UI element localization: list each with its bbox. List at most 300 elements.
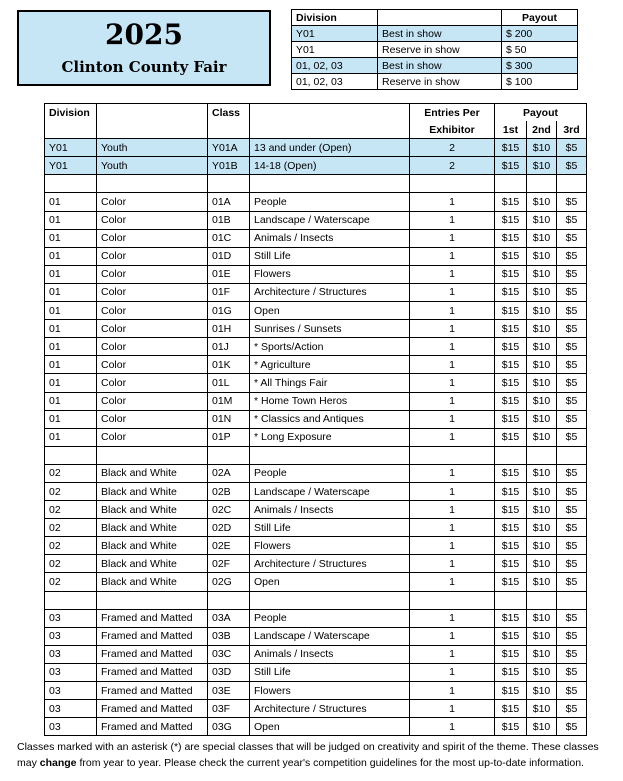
entries-cell: 1: [410, 229, 495, 247]
table-header-row-2: [45, 121, 587, 139]
class-name-cell: Architecture / Structures: [250, 555, 410, 573]
class-code-cell: 02F: [208, 555, 250, 573]
payout-2nd-cell: $10: [527, 464, 557, 482]
payout-1st-cell: $15: [495, 374, 527, 392]
payout-3rd-cell: $5: [557, 482, 587, 500]
division-cell: 01: [45, 320, 97, 338]
special-payout-row: [292, 74, 578, 90]
category-cell: Color: [97, 211, 208, 229]
payout-2nd-cell: $10: [527, 356, 557, 374]
entries-cell: 1: [410, 645, 495, 663]
entries-cell: 1: [410, 573, 495, 591]
entries-cell: 1: [410, 374, 495, 392]
payout-3rd-cell: $5: [557, 229, 587, 247]
payout-1st-cell: $15: [495, 157, 527, 175]
class-name-cell: Flowers: [250, 265, 410, 283]
class-code-cell: 03D: [208, 663, 250, 681]
table-row: [45, 265, 587, 283]
category-cell: Color: [97, 338, 208, 356]
class-code-cell: 01N: [208, 410, 250, 428]
division-cell: 01: [45, 211, 97, 229]
payout-2nd-cell: $10: [527, 482, 557, 500]
division-cell: 01, 02, 03: [292, 58, 378, 74]
division-cell: 02: [45, 501, 97, 519]
payout-1st-cell: $15: [495, 283, 527, 301]
class-code-cell: 03A: [208, 609, 250, 627]
header-entries: Entries Per: [410, 104, 495, 122]
division-cell: Y01: [45, 157, 97, 175]
payout-2nd-cell: $10: [527, 211, 557, 229]
award-cell: Best in show: [378, 26, 502, 42]
payout-2nd-cell: $10: [527, 537, 557, 555]
header-division: Division: [45, 104, 97, 122]
header-payout: Payout: [495, 104, 587, 122]
special-payout-header: [292, 10, 578, 26]
payout-2nd-cell: $10: [527, 320, 557, 338]
payout-3rd-cell: $5: [557, 609, 587, 627]
payout-3rd-cell: $5: [557, 410, 587, 428]
table-row: [45, 392, 587, 410]
division-cell: Y01: [292, 26, 378, 42]
division-cell: 02: [45, 555, 97, 573]
payout-1st-cell: $15: [495, 609, 527, 627]
header-third: 3rd: [557, 121, 587, 139]
class-name-cell: Flowers: [250, 682, 410, 700]
entries-cell: 1: [410, 519, 495, 537]
payout-3rd-cell: $5: [557, 573, 587, 591]
table-row: [45, 229, 587, 247]
class-name-cell: Animals / Insects: [250, 501, 410, 519]
class-name-cell: Landscape / Waterscape: [250, 482, 410, 500]
payout-3rd-cell: $5: [557, 428, 587, 446]
payout-3rd-cell: $5: [557, 663, 587, 681]
entries-cell: 1: [410, 283, 495, 301]
payout-3rd-cell: $5: [557, 247, 587, 265]
payout-1st-cell: $15: [495, 645, 527, 663]
payout-cell: $ 100: [502, 74, 578, 90]
division-cell: 01: [45, 392, 97, 410]
table-row: [45, 374, 587, 392]
division-cell: 01: [45, 247, 97, 265]
table-row: [45, 193, 587, 211]
payout-3rd-cell: $5: [557, 302, 587, 320]
class-code-cell: 01L: [208, 374, 250, 392]
spacer-row: [45, 175, 587, 193]
payout-1st-cell: $15: [495, 718, 527, 736]
payout-1st-cell: $15: [495, 663, 527, 681]
division-cell: 03: [45, 609, 97, 627]
class-code-cell: 03G: [208, 718, 250, 736]
title-box: [17, 10, 271, 86]
division-cell: 01: [45, 338, 97, 356]
division-cell: 01: [45, 229, 97, 247]
entries-cell: 1: [410, 501, 495, 519]
entries-cell: 1: [410, 338, 495, 356]
payout-3rd-cell: $5: [557, 139, 587, 157]
table-row: [45, 482, 587, 500]
class-name-cell: Flowers: [250, 537, 410, 555]
payout-3rd-cell: $5: [557, 374, 587, 392]
payout-3rd-cell: $5: [557, 338, 587, 356]
payout-2nd-cell: $10: [527, 139, 557, 157]
table-row: [45, 428, 587, 446]
payout-3rd-cell: $5: [557, 718, 587, 736]
table-row: [45, 682, 587, 700]
special-payout-row: [292, 42, 578, 58]
table-row: [45, 211, 587, 229]
payout-1st-cell: $15: [495, 247, 527, 265]
class-name-cell: Landscape / Waterscape: [250, 211, 410, 229]
payout-cell: $ 50: [502, 42, 578, 58]
division-cell: 03: [45, 682, 97, 700]
payout-1st-cell: $15: [495, 265, 527, 283]
division-cell: 02: [45, 464, 97, 482]
category-cell: Youth: [97, 139, 208, 157]
footnote-text-2: from year to year. Please check the current year's competition guidelines for the most up-to-date information.: [76, 757, 584, 769]
table-row: [45, 139, 587, 157]
entries-cell: 1: [410, 356, 495, 374]
table-row: [45, 283, 587, 301]
class-name-cell: Animals / Insects: [250, 229, 410, 247]
table-row: [45, 464, 587, 482]
category-cell: Black and White: [97, 482, 208, 500]
class-name-cell: Landscape / Waterscape: [250, 627, 410, 645]
entries-cell: 1: [410, 555, 495, 573]
header-division: Division: [292, 10, 378, 26]
footnote-bold: change: [39, 757, 77, 769]
division-cell: 01, 02, 03: [292, 74, 378, 90]
payout-2nd-cell: $10: [527, 338, 557, 356]
payout-2nd-cell: $10: [527, 392, 557, 410]
entries-cell: 1: [410, 320, 495, 338]
payout-3rd-cell: $5: [557, 555, 587, 573]
payout-1st-cell: $15: [495, 410, 527, 428]
spacer-row: [45, 446, 587, 464]
class-code-cell: 01H: [208, 320, 250, 338]
class-name-cell: * Sports/Action: [250, 338, 410, 356]
class-code-cell: 01A: [208, 193, 250, 211]
payout-3rd-cell: $5: [557, 700, 587, 718]
division-cell: 03: [45, 718, 97, 736]
table-row: [45, 501, 587, 519]
category-cell: Color: [97, 374, 208, 392]
entries-cell: 1: [410, 482, 495, 500]
division-cell: 01: [45, 410, 97, 428]
class-code-cell: 01G: [208, 302, 250, 320]
class-name-cell: Still Life: [250, 663, 410, 681]
payout-3rd-cell: $5: [557, 283, 587, 301]
payout-2nd-cell: $10: [527, 410, 557, 428]
payout-1st-cell: $15: [495, 700, 527, 718]
payout-1st-cell: $15: [495, 519, 527, 537]
payout-3rd-cell: $5: [557, 157, 587, 175]
special-payout-row: [292, 58, 578, 74]
division-cell: 01: [45, 356, 97, 374]
payout-1st-cell: $15: [495, 464, 527, 482]
payout-cell: $ 300: [502, 58, 578, 74]
payout-1st-cell: $15: [495, 320, 527, 338]
class-code-cell: Y01B: [208, 157, 250, 175]
payout-3rd-cell: $5: [557, 627, 587, 645]
payout-1st-cell: $15: [495, 682, 527, 700]
entries-cell: 1: [410, 247, 495, 265]
table-row: [45, 247, 587, 265]
category-cell: Color: [97, 265, 208, 283]
entries-cell: 1: [410, 700, 495, 718]
award-cell: Best in show: [378, 58, 502, 74]
class-code-cell: 02B: [208, 482, 250, 500]
class-code-cell: 01P: [208, 428, 250, 446]
class-name-cell: * Agriculture: [250, 356, 410, 374]
class-code-cell: 03E: [208, 682, 250, 700]
category-cell: Framed and Matted: [97, 645, 208, 663]
payout-3rd-cell: $5: [557, 682, 587, 700]
header-first: 1st: [495, 121, 527, 139]
division-cell: 02: [45, 537, 97, 555]
category-cell: Color: [97, 356, 208, 374]
category-cell: Color: [97, 392, 208, 410]
table-row: [45, 609, 587, 627]
table-row: [45, 519, 587, 537]
table-row: [45, 645, 587, 663]
table-row: [45, 663, 587, 681]
class-name-cell: Still Life: [250, 247, 410, 265]
class-code-cell: 01D: [208, 247, 250, 265]
category-cell: Framed and Matted: [97, 718, 208, 736]
category-cell: Color: [97, 283, 208, 301]
payout-1st-cell: $15: [495, 627, 527, 645]
payout-2nd-cell: $10: [527, 157, 557, 175]
category-cell: Youth: [97, 157, 208, 175]
award-cell: Reserve in show: [378, 42, 502, 58]
payout-2nd-cell: $10: [527, 627, 557, 645]
category-cell: Framed and Matted: [97, 609, 208, 627]
payout-3rd-cell: $5: [557, 320, 587, 338]
payout-1st-cell: $15: [495, 392, 527, 410]
class-name-cell: Open: [250, 573, 410, 591]
entries-cell: 1: [410, 410, 495, 428]
payout-1st-cell: $15: [495, 428, 527, 446]
class-name-cell: * Long Exposure: [250, 428, 410, 446]
payout-1st-cell: $15: [495, 229, 527, 247]
title-name: Clinton County Fair: [61, 58, 227, 76]
payout-2nd-cell: $10: [527, 283, 557, 301]
division-cell: 02: [45, 573, 97, 591]
category-cell: Color: [97, 193, 208, 211]
entries-cell: 1: [410, 609, 495, 627]
class-name-cell: 13 and under (Open): [250, 139, 410, 157]
category-cell: Color: [97, 410, 208, 428]
class-code-cell: 03B: [208, 627, 250, 645]
table-row: [45, 320, 587, 338]
payout-2nd-cell: $10: [527, 193, 557, 211]
entries-cell: 1: [410, 392, 495, 410]
footnote-text-1: Classes marked with an asterisk (*) are special classes that will be judged on creativity and spirit of the theme. These classes may: [17, 741, 599, 769]
entries-cell: 1: [410, 537, 495, 555]
payout-3rd-cell: $5: [557, 392, 587, 410]
class-code-cell: 01M: [208, 392, 250, 410]
entries-cell: 1: [410, 193, 495, 211]
entries-cell: 1: [410, 718, 495, 736]
category-cell: Color: [97, 320, 208, 338]
division-cell: 03: [45, 645, 97, 663]
division-cell: 01: [45, 265, 97, 283]
payout-3rd-cell: $5: [557, 356, 587, 374]
payout-2nd-cell: $10: [527, 700, 557, 718]
payout-2nd-cell: $10: [527, 229, 557, 247]
class-name-cell: Architecture / Structures: [250, 283, 410, 301]
class-name-cell: Open: [250, 302, 410, 320]
category-cell: Framed and Matted: [97, 682, 208, 700]
division-cell: 01: [45, 283, 97, 301]
payout-2nd-cell: $10: [527, 428, 557, 446]
payout-3rd-cell: $5: [557, 211, 587, 229]
division-cell: 01: [45, 302, 97, 320]
category-cell: Framed and Matted: [97, 700, 208, 718]
payout-2nd-cell: $10: [527, 302, 557, 320]
entries-cell: 2: [410, 157, 495, 175]
table-row: [45, 356, 587, 374]
class-code-cell: 01B: [208, 211, 250, 229]
payout-3rd-cell: $5: [557, 537, 587, 555]
payout-1st-cell: $15: [495, 338, 527, 356]
category-cell: Framed and Matted: [97, 663, 208, 681]
category-cell: Color: [97, 229, 208, 247]
class-code-cell: 01J: [208, 338, 250, 356]
category-cell: Black and White: [97, 519, 208, 537]
class-name-cell: People: [250, 464, 410, 482]
payout-1st-cell: $15: [495, 302, 527, 320]
award-cell: Reserve in show: [378, 74, 502, 90]
division-cell: Y01: [292, 42, 378, 58]
class-code-cell: 01C: [208, 229, 250, 247]
entries-cell: 1: [410, 265, 495, 283]
division-cell: 01: [45, 428, 97, 446]
payout-3rd-cell: $5: [557, 464, 587, 482]
payout-3rd-cell: $5: [557, 265, 587, 283]
class-name-cell: 14-18 (Open): [250, 157, 410, 175]
spacer-row: [45, 591, 587, 609]
payout-1st-cell: $15: [495, 482, 527, 500]
category-cell: Color: [97, 428, 208, 446]
entries-cell: 1: [410, 428, 495, 446]
division-cell: 02: [45, 519, 97, 537]
class-name-cell: Still Life: [250, 519, 410, 537]
category-cell: Color: [97, 247, 208, 265]
class-name-cell: Sunrises / Sunsets: [250, 320, 410, 338]
header-blank: [378, 10, 502, 26]
entries-cell: 1: [410, 464, 495, 482]
table-row: [45, 338, 587, 356]
table-header-row-1: [45, 104, 587, 122]
table-row: [45, 627, 587, 645]
payout-3rd-cell: $5: [557, 519, 587, 537]
class-name-cell: Open: [250, 718, 410, 736]
class-name-cell: * Classics and Antiques: [250, 410, 410, 428]
class-code-cell: 03C: [208, 645, 250, 663]
payout-1st-cell: $15: [495, 211, 527, 229]
header-class: Class: [208, 104, 250, 122]
table-row: [45, 537, 587, 555]
class-name-cell: Architecture / Structures: [250, 700, 410, 718]
class-code-cell: 01F: [208, 283, 250, 301]
category-cell: Black and White: [97, 464, 208, 482]
payout-2nd-cell: $10: [527, 555, 557, 573]
class-table: [44, 103, 587, 736]
payout-2nd-cell: $10: [527, 645, 557, 663]
category-cell: Black and White: [97, 501, 208, 519]
class-name-cell: People: [250, 193, 410, 211]
class-name-cell: * Home Town Heros: [250, 392, 410, 410]
division-cell: 03: [45, 627, 97, 645]
special-payout-table: [291, 9, 578, 90]
payout-2nd-cell: $10: [527, 573, 557, 591]
payout-2nd-cell: $10: [527, 374, 557, 392]
table-row: [45, 157, 587, 175]
division-cell: Y01: [45, 139, 97, 157]
class-code-cell: 02D: [208, 519, 250, 537]
class-name-cell: Animals / Insects: [250, 645, 410, 663]
payout-2nd-cell: $10: [527, 663, 557, 681]
table-row: [45, 573, 587, 591]
payout-3rd-cell: $5: [557, 193, 587, 211]
category-cell: Black and White: [97, 537, 208, 555]
table-row: [45, 410, 587, 428]
division-cell: 02: [45, 482, 97, 500]
category-cell: Framed and Matted: [97, 627, 208, 645]
class-code-cell: 02A: [208, 464, 250, 482]
table-row: [45, 700, 587, 718]
payout-1st-cell: $15: [495, 193, 527, 211]
division-cell: 01: [45, 193, 97, 211]
division-cell: 03: [45, 700, 97, 718]
payout-3rd-cell: $5: [557, 645, 587, 663]
class-code-cell: 03F: [208, 700, 250, 718]
footnote: [17, 739, 617, 771]
payout-1st-cell: $15: [495, 139, 527, 157]
entries-cell: 1: [410, 211, 495, 229]
payout-1st-cell: $15: [495, 356, 527, 374]
header-payout: Payout: [502, 10, 578, 26]
payout-2nd-cell: $10: [527, 519, 557, 537]
payout-1st-cell: $15: [495, 537, 527, 555]
payout-2nd-cell: $10: [527, 718, 557, 736]
payout-2nd-cell: $10: [527, 247, 557, 265]
header-exhibitor: Exhibitor: [410, 121, 495, 139]
class-code-cell: Y01A: [208, 139, 250, 157]
payout-2nd-cell: $10: [527, 265, 557, 283]
entries-cell: 1: [410, 302, 495, 320]
payout-1st-cell: $15: [495, 573, 527, 591]
entries-cell: 1: [410, 682, 495, 700]
title-year: 2025: [105, 18, 183, 51]
class-code-cell: 02E: [208, 537, 250, 555]
class-code-cell: 02C: [208, 501, 250, 519]
payout-2nd-cell: $10: [527, 682, 557, 700]
table-row: [45, 302, 587, 320]
class-name-cell: * All Things Fair: [250, 374, 410, 392]
category-cell: Black and White: [97, 573, 208, 591]
table-row: [45, 718, 587, 736]
entries-cell: 1: [410, 663, 495, 681]
payout-cell: $ 200: [502, 26, 578, 42]
class-code-cell: 02G: [208, 573, 250, 591]
category-cell: Black and White: [97, 555, 208, 573]
category-cell: Color: [97, 302, 208, 320]
entries-cell: 1: [410, 627, 495, 645]
special-payout-row: [292, 26, 578, 42]
payout-2nd-cell: $10: [527, 501, 557, 519]
